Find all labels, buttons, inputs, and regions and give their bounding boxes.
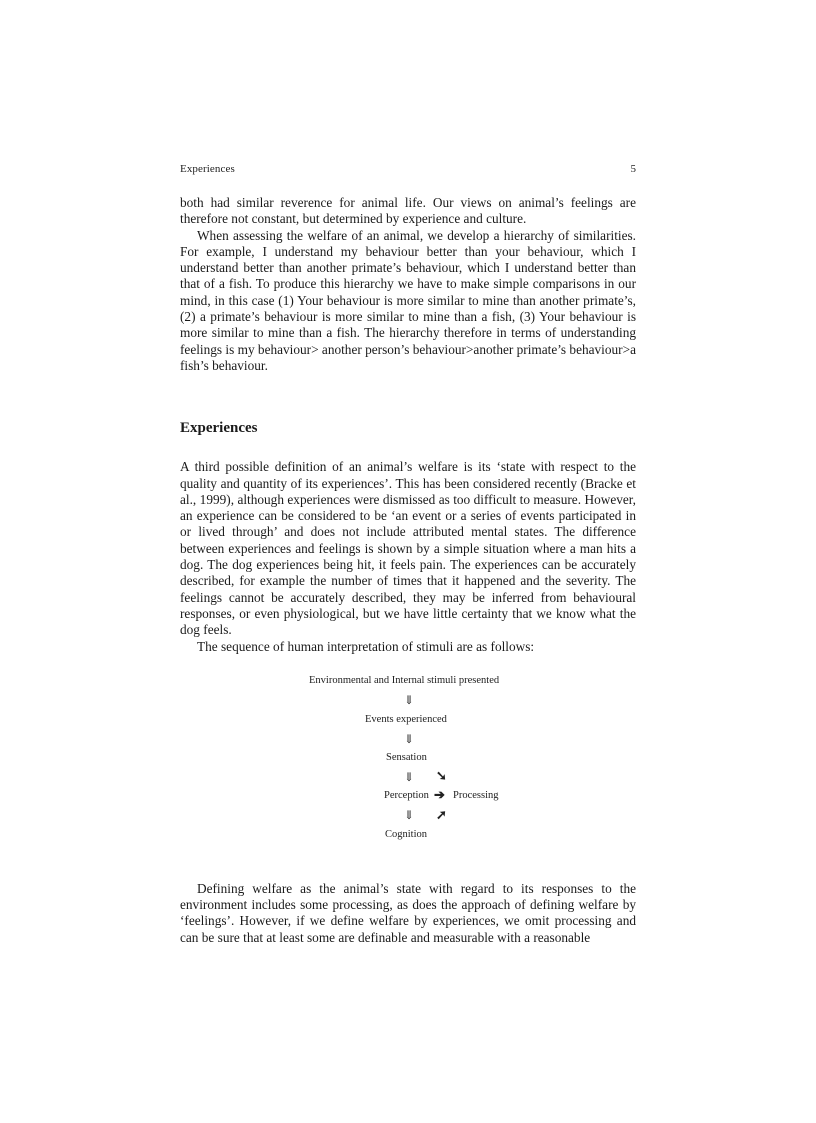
interpretation-flowchart: [180, 665, 636, 851]
page: [180, 162, 636, 946]
paragraph-hierarchy: When assessing the welfare of an animal, we develop a hierarchy of similarities. For example, I understand my behaviour better than your behaviour, which I understand better than another primate’s behaviour, which I understand better than that of a fish. To produce this hierarchy we have to make simple comparisons in our mind, in this case (1) Your behaviour is more similar to mine than another primate’s, (2) a primate’s behaviour is more similar to mine than a fish, (3) Your behaviour is more similar to mine than a fish. The hierarchy therefore in terms of understanding feelings is my behaviour> another person’s behaviour>another primate’s behaviour>a fish’s behaviour.: [180, 227, 636, 373]
page-number: 5: [630, 163, 636, 175]
diagonal-up-arrow-icon: ➚: [436, 806, 447, 822]
flow-step-sensation: Sensation: [386, 751, 427, 763]
flow-step-events: Events experienced: [365, 713, 447, 725]
paragraph-continued: both had similar reverence for animal life. Our views on animal’s feelings are therefore not constant, but determined by experience and culture.: [180, 195, 636, 227]
flow-step-perception: Perception: [384, 789, 429, 801]
paragraph-definition: A third possible definition of an animal’s welfare is its ‘state with respect to the quality and quantity of its experiences’. This has been considered recently (Bracke et al., 1999), although experiences were dismissed as too difficult to measure. However, an experience can be considered to be ‘an event or a series of events participated in or lived through’ and does not include attributed mental states. The difference between experiences and feelings is shown by a simple situation where a man hits a dog. The dog experiences being hit, it feels pain. The experiences can be accurately described, for example the number of times that it happened and the severity. The feelings cannot be accurately described, they may be inferred from behavioural responses, or even physiological, but we have little certainty that we know what the dog feels.: [180, 459, 636, 638]
flow-side-processing: Processing: [453, 789, 499, 801]
flow-step-cognition: Cognition: [385, 828, 428, 840]
paragraph-defining-welfare: Defining welfare as the animal’s state with regard to its responses to the environment includes some processing, as does the approach of defining welfare by ‘feelings’. However, if we define welfare by experiences, we omit processing and can be sure that at least some are definable and measurable with a reasonable: [180, 880, 636, 945]
down-arrow-icon: ⇓: [404, 807, 415, 822]
down-arrow-icon: ⇓: [404, 692, 415, 707]
diagonal-down-arrow-icon: ➘: [436, 767, 447, 783]
flow-step-stimuli: Environmental and Internal stimuli presented: [309, 674, 500, 686]
right-arrow-icon: ➔: [434, 786, 445, 802]
down-arrow-icon: ⇓: [404, 769, 415, 784]
running-head: [180, 162, 636, 176]
running-title: Experiences: [180, 163, 235, 175]
paragraph-sequence-intro: The sequence of human interpretation of stimuli are as follows:: [197, 638, 535, 654]
down-arrow-icon: ⇓: [404, 731, 415, 746]
section-heading: Experiences: [180, 420, 258, 437]
